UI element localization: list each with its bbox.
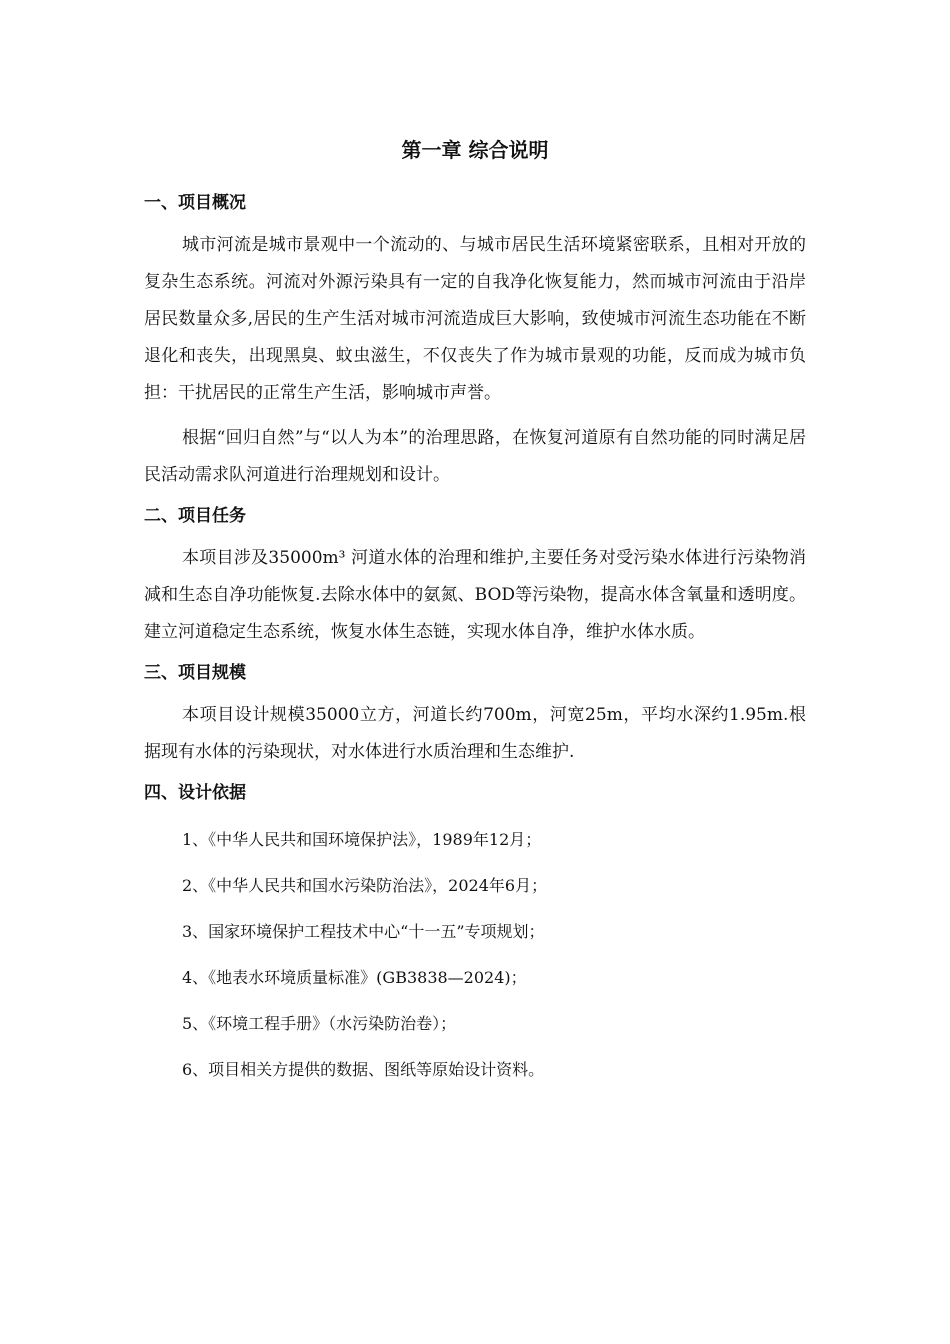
chapter-title: 第一章 综合说明 <box>401 138 549 162</box>
reference-item: 6、项目相关方提供的数据、图纸等原始设计资料。 <box>182 1060 545 1079</box>
section-heading: 三、项目规模 <box>144 663 246 683</box>
paragraph: 根据“回归自然”与“以人为本”的治理思路，在恢复河道原有自然功能的同时满足居民活动需求队河道进行治理规划和设计。 <box>144 428 806 485</box>
reference-item: 2、《中华人民共和国水污染防治法》，2024年6月； <box>182 876 548 895</box>
reference-item: 4、《地表水环境质量标准》(GB3838—2024)； <box>182 968 527 987</box>
section-heading: 一、项目概况 <box>144 193 246 213</box>
section-tasks <box>144 502 806 651</box>
section-design-basis <box>144 779 806 1093</box>
paragraph: 城市河流是城市景观中一个流动的、与城市居民生活环境紧密联系，且相对开放的复杂生态系统。河流对外源污染具有一定的自我净化恢复能力，然而城市河流由于沿岸居民数量众多,居民的生产生活对城市河流造成巨大影响，致使城市河流生态功能在不断退化和丧失，出现黑臭、蚊虫滋生，不仅丧失了作为城市景观的功能，反而成为城市负担：干扰居民的正常生产生活，影响城市声誉。 <box>144 235 806 403</box>
paragraph: 本项目涉及35000m³ 河道水体的治理和维护,主要任务对受污染水体进行污染物消减和生态自净功能恢复.去除水体中的氨氮、BOD等污染物，提高水体含氧量和透明度。建立河道稳定生态系统，恢复水体生态链，实现水体自净，维护水体水质。 <box>144 548 806 642</box>
reference-item: 5、《环境工程手册》（水污染防治卷）； <box>182 1014 457 1033</box>
section-heading: 二、项目任务 <box>144 506 246 526</box>
paragraph: 本项目设计规模35000立方，河道长约700m，河宽25m，平均水深约1.95m.根据现有水体的污染现状，对水体进行水质治理和生态维护. <box>144 705 806 762</box>
reference-list <box>144 817 806 1093</box>
reference-item: 1、《中华人民共和国环境保护法》，1989年12月； <box>182 830 542 849</box>
section-heading: 四、设计依据 <box>144 783 246 803</box>
reference-item: 3、国家环境保护工程技术中心“十一五”专项规划； <box>182 922 545 941</box>
section-scale <box>144 659 806 771</box>
section-overview <box>144 189 806 494</box>
